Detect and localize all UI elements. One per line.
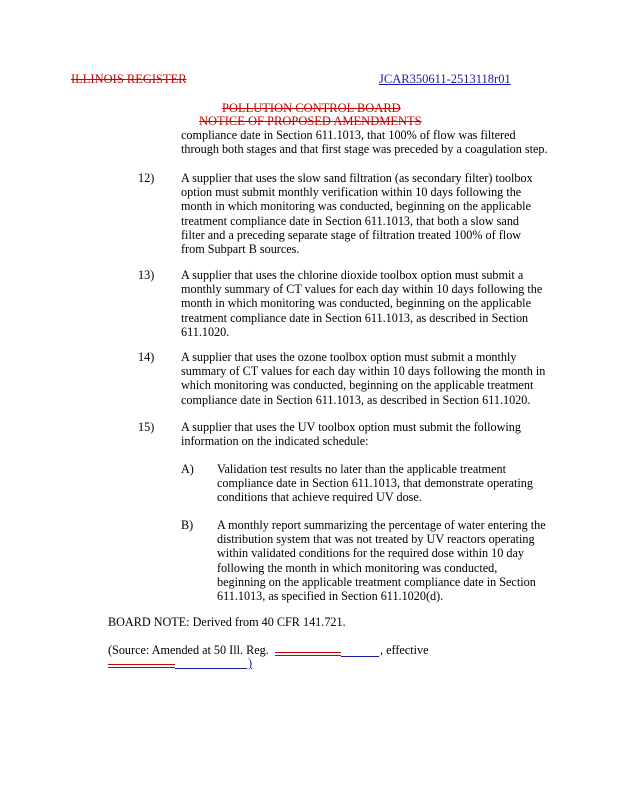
register-title: ILLINOIS REGISTER <box>71 72 187 86</box>
text-line: A supplier that uses the UV toolbox option must submit the following <box>181 420 521 434</box>
insert-line-blue <box>175 668 247 669</box>
text-line: filter and a preceding separate stage of filtration treated 100% of flow <box>181 227 522 242</box>
board-name: POLLUTION CONTROL BOARD <box>222 101 401 115</box>
insert-line-red <box>108 664 175 665</box>
text-line: A monthly report summarizing the percentage of water entering the <box>217 518 546 532</box>
source-close: ) <box>248 656 253 670</box>
text-line: through both stages and that first stage was preceded by a coagulation step. <box>181 142 548 157</box>
continuation-paragraph <box>181 128 581 156</box>
text-line: treatment compliance date in Section 611.1013, that both a slow sand <box>181 213 520 228</box>
text-line: 611.1013, as specified in Section 611.1020(d). <box>217 589 444 604</box>
text-line: treatment compliance date in Section 611.1013, as described in Section <box>181 310 529 325</box>
text-line: compliance date in Section 611.1013, that demonstrate operating <box>217 476 533 491</box>
subitem-number: A) <box>181 462 194 476</box>
insert-line-blue <box>341 656 379 657</box>
text-line: summary of CT values for each day within 10 days following the month in <box>181 364 546 379</box>
text-line: 611.1020. <box>181 324 230 339</box>
subitem-a-paragraph <box>217 462 587 505</box>
item-12-paragraph <box>181 171 581 256</box>
board-note: BOARD NOTE: Derived from 40 CFR 141.721. <box>108 615 346 629</box>
text-line: distribution system that was not treated by UV reactors operating <box>217 532 535 547</box>
text-line: Validation test results no later than the applicable treatment <box>217 462 507 476</box>
subitem-b-paragraph <box>217 518 587 603</box>
source-effective: , effective <box>380 643 429 657</box>
notice-title: NOTICE OF PROPOSED AMENDMENTS <box>199 114 422 128</box>
insert-line-red <box>108 667 175 668</box>
item-number: 14) <box>138 350 155 364</box>
text-line: option must submit monthly verification within 10 days following the <box>181 185 522 200</box>
text-line: monthly summary of CT values for each day within 10 days following the <box>181 282 543 297</box>
text-line: month in which monitoring was conducted, beginning on the applicable <box>181 296 531 311</box>
source-prefix: (Source: Amended at 50 Ill. Reg. <box>108 643 269 657</box>
text-line: following the month in which monitoring was conducted, <box>217 560 498 575</box>
text-line: month in which monitoring was conducted, beginning on the applicable <box>181 199 531 214</box>
jcar-code: JCAR350611-2513118r01 <box>379 72 511 86</box>
subitem-number: B) <box>181 518 194 532</box>
text-line: conditions that achieve required UV dose. <box>217 490 422 505</box>
item-number: 12) <box>138 171 155 185</box>
insert-line-red <box>275 652 341 653</box>
text-line: within validated conditions for the required dose within 10 day <box>217 546 524 561</box>
text-line: A supplier that uses the ozone toolbox option must submit a monthly <box>181 350 517 364</box>
text-line: compliance date in Section 611.1013, as described in Section 611.1020. <box>181 392 531 407</box>
text-line: information on the indicated schedule: <box>181 434 369 449</box>
item-number: 15) <box>138 420 155 434</box>
text-line: compliance date in Section 611.1013, that 100% of flow was filtered <box>181 128 516 142</box>
text-line: A supplier that uses the slow sand filtration (as secondary filter) toolbox <box>181 171 533 185</box>
text-line: from Subpart B sources. <box>181 242 300 257</box>
item-15-paragraph <box>181 420 581 448</box>
text-line: A supplier that uses the chlorine dioxide toolbox option must submit a <box>181 268 524 282</box>
text-line: which monitoring was conducted, beginning on the applicable treatment <box>181 378 534 393</box>
item-number: 13) <box>138 268 155 282</box>
item-13-paragraph <box>181 268 581 339</box>
text-line: beginning on the applicable treatment compliance date in Section <box>217 574 536 589</box>
insert-line-red <box>275 655 341 656</box>
item-14-paragraph <box>181 350 581 407</box>
